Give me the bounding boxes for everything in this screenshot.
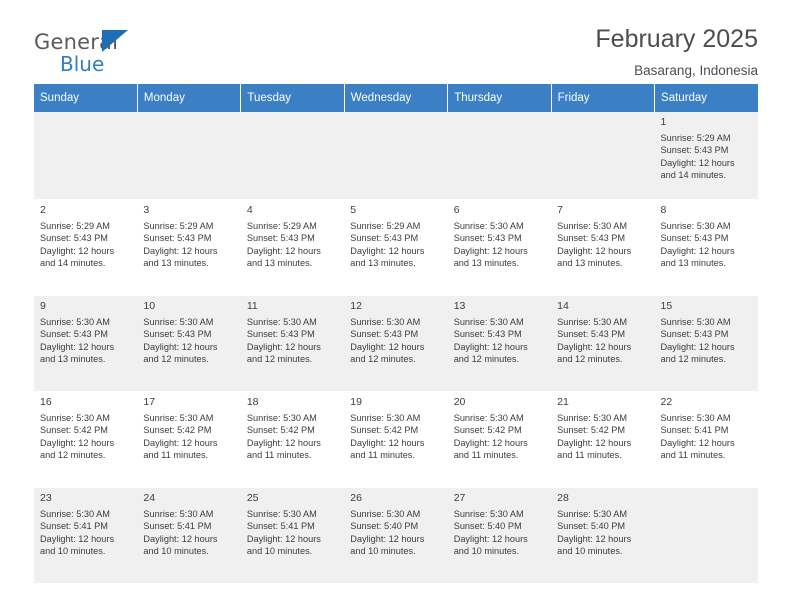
- day-daylight2-text: and 10 minutes.: [350, 546, 416, 557]
- day-daylight2-text: and 14 minutes.: [40, 258, 106, 269]
- day-sunrise-text: Sunrise: 5:30 AM: [143, 316, 214, 327]
- calendar-day-cell[interactable]: [655, 112, 758, 200]
- calendar-day-cell[interactable]: [551, 200, 654, 296]
- day-sunrise-text: Sunrise: 5:30 AM: [143, 412, 214, 423]
- calendar-cell-empty: [655, 488, 758, 584]
- day-daylight2-text: and 10 minutes.: [143, 546, 209, 557]
- day-daylight2-text: and 13 minutes.: [453, 258, 520, 269]
- logo-flag-icon: [102, 30, 128, 52]
- location-subtitle: Basarang, Indonesia: [634, 62, 758, 78]
- day-sunrise-text: Sunrise: 5:30 AM: [557, 316, 628, 327]
- day-daylight2-text: and 12 minutes.: [143, 354, 209, 365]
- day-sunrise-text: Sunrise: 5:30 AM: [350, 508, 421, 519]
- calendar-day-cell[interactable]: [448, 200, 551, 296]
- day-daylight1-text: Daylight: 12 hours: [143, 437, 218, 448]
- calendar-cell-empty: [137, 112, 240, 200]
- day-number: 14: [557, 300, 569, 312]
- day-number: 2: [40, 204, 46, 216]
- calendar-day-cell[interactable]: [137, 296, 240, 392]
- day-number: 8: [660, 204, 667, 216]
- day-number: 22: [660, 396, 673, 408]
- calendar-week-row: [34, 112, 758, 200]
- day-sunrise-text: Sunrise: 5:30 AM: [660, 412, 731, 423]
- day-sunset-text: Sunset: 5:43 PM: [660, 329, 729, 340]
- day-daylight2-text: and 12 minutes.: [350, 354, 416, 365]
- day-sunset-text: Sunset: 5:43 PM: [350, 233, 419, 244]
- day-daylight1-text: Daylight: 12 hours: [40, 437, 115, 448]
- day-daylight1-text: Daylight: 12 hours: [660, 437, 735, 448]
- calendar-day-cell[interactable]: [551, 392, 654, 488]
- day-number: 5: [350, 204, 357, 216]
- day-sunset-text: Sunset: 5:43 PM: [246, 233, 315, 244]
- day-number: 3: [143, 204, 150, 216]
- day-sunrise-text: Sunrise: 5:30 AM: [453, 508, 524, 519]
- day-daylight2-text: and 11 minutes.: [350, 450, 415, 461]
- calendar-day-cell[interactable]: [344, 392, 447, 488]
- weekday-header-wednesday: Wednesday: [344, 84, 447, 112]
- day-daylight1-text: Daylight: 12 hours: [350, 437, 425, 448]
- weekday-header-monday: Monday: [137, 84, 240, 112]
- calendar-day-cell[interactable]: [34, 200, 137, 296]
- day-number: 25: [246, 492, 259, 504]
- sunrise-sunset-calendar: [34, 84, 758, 584]
- day-number: 13: [453, 300, 466, 312]
- day-daylight1-text: Daylight: 12 hours: [350, 341, 425, 352]
- day-daylight1-text: Daylight: 12 hours: [246, 341, 321, 352]
- calendar-day-cell[interactable]: [344, 296, 447, 392]
- day-daylight1-text: Daylight: 12 hours: [246, 533, 321, 544]
- calendar-day-cell[interactable]: [344, 488, 447, 584]
- day-daylight2-text: and 12 minutes.: [453, 354, 520, 365]
- day-sunrise-text: Sunrise: 5:30 AM: [40, 412, 110, 423]
- day-daylight1-text: Daylight: 12 hours: [143, 341, 218, 352]
- day-sunset-text: Sunset: 5:42 PM: [246, 425, 315, 436]
- day-sunrise-text: Sunrise: 5:30 AM: [143, 508, 214, 519]
- calendar-body: [34, 112, 758, 584]
- day-daylight1-text: Daylight: 12 hours: [557, 437, 632, 448]
- day-sunrise-text: Sunrise: 5:30 AM: [246, 412, 317, 423]
- day-number: 6: [453, 204, 460, 216]
- calendar-day-cell[interactable]: [137, 392, 240, 488]
- day-number: 20: [453, 396, 466, 408]
- day-sunset-text: Sunset: 5:41 PM: [246, 521, 315, 532]
- day-sunrise-text: Sunrise: 5:29 AM: [660, 132, 731, 143]
- day-daylight2-text: and 12 minutes.: [40, 450, 106, 461]
- day-sunset-text: Sunset: 5:42 PM: [40, 425, 108, 436]
- calendar-week-row: [34, 488, 758, 584]
- day-daylight2-text: and 10 minutes.: [40, 546, 106, 557]
- day-daylight1-text: Daylight: 12 hours: [350, 533, 425, 544]
- calendar-cell-empty: [34, 112, 137, 200]
- day-daylight1-text: Daylight: 12 hours: [453, 437, 528, 448]
- day-sunset-text: Sunset: 5:43 PM: [40, 233, 108, 244]
- day-sunrise-text: Sunrise: 5:29 AM: [246, 220, 317, 231]
- calendar-cell-empty: [551, 112, 654, 200]
- day-daylight2-text: and 10 minutes.: [453, 546, 520, 557]
- calendar-week-row: [34, 392, 758, 488]
- day-sunset-text: Sunset: 5:43 PM: [143, 233, 212, 244]
- day-daylight2-text: and 14 minutes.: [660, 170, 726, 181]
- day-sunset-text: Sunset: 5:40 PM: [557, 521, 626, 532]
- day-sunrise-text: Sunrise: 5:30 AM: [660, 220, 731, 231]
- calendar-day-cell[interactable]: [137, 488, 240, 584]
- day-daylight1-text: Daylight: 12 hours: [453, 245, 528, 256]
- calendar-day-cell[interactable]: [34, 392, 137, 488]
- calendar-day-cell[interactable]: [655, 392, 758, 488]
- calendar-day-cell[interactable]: [241, 296, 344, 392]
- calendar-day-cell[interactable]: [137, 200, 240, 296]
- day-sunrise-text: Sunrise: 5:29 AM: [40, 220, 110, 231]
- calendar-day-cell[interactable]: [551, 488, 654, 584]
- day-sunset-text: Sunset: 5:42 PM: [453, 425, 522, 436]
- calendar-cell-empty: [241, 112, 344, 200]
- day-sunrise-text: Sunrise: 5:30 AM: [350, 412, 421, 423]
- page-header: [34, 0, 758, 78]
- calendar-day-cell[interactable]: [241, 488, 344, 584]
- day-sunset-text: Sunset: 5:42 PM: [143, 425, 212, 436]
- calendar-week-row: [34, 200, 758, 296]
- calendar-day-cell[interactable]: [241, 200, 344, 296]
- day-number: 27: [453, 492, 466, 504]
- day-number: 4: [246, 204, 253, 216]
- calendar-day-cell[interactable]: [34, 488, 137, 584]
- weekday-header-tuesday: Tuesday: [241, 84, 344, 112]
- day-daylight2-text: and 11 minutes.: [143, 450, 209, 461]
- day-number: 9: [40, 300, 46, 312]
- day-sunset-text: Sunset: 5:41 PM: [40, 521, 108, 532]
- weekday-header-saturday: Saturday: [655, 84, 758, 112]
- day-daylight2-text: and 10 minutes.: [557, 546, 623, 557]
- day-sunset-text: Sunset: 5:43 PM: [660, 233, 729, 244]
- page-title: February 2025: [595, 25, 758, 53]
- day-number: 18: [246, 396, 259, 408]
- calendar-day-cell[interactable]: [34, 296, 137, 392]
- day-daylight1-text: Daylight: 12 hours: [453, 533, 528, 544]
- calendar-day-cell[interactable]: [448, 392, 551, 488]
- day-daylight1-text: Daylight: 12 hours: [557, 245, 632, 256]
- day-number: 28: [557, 492, 569, 504]
- day-sunset-text: Sunset: 5:42 PM: [557, 425, 626, 436]
- day-sunset-text: Sunset: 5:40 PM: [350, 521, 419, 532]
- day-sunset-text: Sunset: 5:43 PM: [350, 329, 419, 340]
- day-daylight1-text: Daylight: 12 hours: [40, 245, 115, 256]
- day-daylight1-text: Daylight: 12 hours: [453, 341, 528, 352]
- calendar-cell-empty: [448, 112, 551, 200]
- day-daylight1-text: Daylight: 12 hours: [557, 341, 632, 352]
- general-blue-logo[interactable]: [34, 32, 118, 74]
- day-number: 24: [143, 492, 156, 504]
- calendar-cell-empty: [344, 112, 447, 200]
- day-daylight1-text: Daylight: 12 hours: [246, 437, 321, 448]
- day-number: 26: [350, 492, 362, 504]
- day-daylight1-text: Daylight: 12 hours: [143, 245, 218, 256]
- day-daylight2-text: and 11 minutes.: [246, 450, 312, 461]
- day-daylight2-text: and 11 minutes.: [453, 450, 519, 461]
- day-sunrise-text: Sunrise: 5:30 AM: [350, 316, 421, 327]
- day-sunrise-text: Sunrise: 5:30 AM: [246, 316, 317, 327]
- day-daylight1-text: Daylight: 12 hours: [557, 533, 632, 544]
- day-daylight1-text: Daylight: 12 hours: [660, 341, 735, 352]
- day-sunset-text: Sunset: 5:40 PM: [453, 521, 522, 532]
- calendar-day-cell[interactable]: [551, 296, 654, 392]
- calendar-day-cell[interactable]: [344, 200, 447, 296]
- day-number: 12: [350, 300, 362, 312]
- weekday-header-sunday: Sunday: [34, 84, 137, 112]
- day-daylight1-text: Daylight: 12 hours: [660, 245, 735, 256]
- day-sunset-text: Sunset: 5:43 PM: [453, 329, 522, 340]
- day-daylight1-text: Daylight: 12 hours: [143, 533, 218, 544]
- day-daylight1-text: Daylight: 12 hours: [660, 157, 735, 168]
- day-daylight2-text: and 12 minutes.: [246, 354, 313, 365]
- day-sunset-text: Sunset: 5:43 PM: [40, 329, 108, 340]
- day-daylight1-text: Daylight: 12 hours: [246, 245, 321, 256]
- day-daylight2-text: and 13 minutes.: [143, 258, 209, 269]
- day-sunset-text: Sunset: 5:43 PM: [557, 233, 626, 244]
- title-block: [595, 26, 758, 78]
- day-number: 17: [143, 396, 156, 408]
- day-sunrise-text: Sunrise: 5:30 AM: [453, 412, 524, 423]
- day-sunrise-text: Sunrise: 5:30 AM: [453, 316, 524, 327]
- logo-text-blue: Blue: [60, 52, 105, 76]
- day-sunrise-text: Sunrise: 5:30 AM: [40, 316, 110, 327]
- day-sunrise-text: Sunrise: 5:29 AM: [350, 220, 421, 231]
- day-sunrise-text: Sunrise: 5:30 AM: [40, 508, 110, 519]
- day-daylight2-text: and 13 minutes.: [350, 258, 416, 269]
- logo-text-general: General: [34, 30, 119, 54]
- day-daylight2-text: and 11 minutes.: [660, 450, 726, 461]
- calendar-day-cell[interactable]: [241, 392, 344, 488]
- day-daylight2-text: and 13 minutes.: [40, 354, 106, 365]
- day-number: 11: [246, 300, 258, 312]
- day-daylight2-text: and 12 minutes.: [660, 354, 726, 365]
- day-sunrise-text: Sunrise: 5:30 AM: [660, 316, 731, 327]
- day-sunset-text: Sunset: 5:43 PM: [453, 233, 522, 244]
- day-sunrise-text: Sunrise: 5:30 AM: [557, 508, 628, 519]
- calendar-day-cell[interactable]: [655, 296, 758, 392]
- weekday-header-thursday: Thursday: [448, 84, 551, 112]
- day-sunrise-text: Sunrise: 5:30 AM: [557, 412, 628, 423]
- day-sunrise-text: Sunrise: 5:29 AM: [143, 220, 214, 231]
- day-number: 15: [660, 300, 673, 312]
- calendar-day-cell[interactable]: [448, 296, 551, 392]
- day-daylight2-text: and 13 minutes.: [660, 258, 726, 269]
- day-number: 16: [40, 396, 52, 408]
- day-sunset-text: Sunset: 5:43 PM: [246, 329, 315, 340]
- day-sunset-text: Sunset: 5:42 PM: [350, 425, 419, 436]
- calendar-day-cell[interactable]: [655, 200, 758, 296]
- day-sunset-text: Sunset: 5:43 PM: [557, 329, 626, 340]
- day-sunset-text: Sunset: 5:41 PM: [660, 425, 729, 436]
- day-sunrise-text: Sunrise: 5:30 AM: [453, 220, 524, 231]
- day-daylight2-text: and 12 minutes.: [557, 354, 623, 365]
- day-daylight1-text: Daylight: 12 hours: [40, 533, 115, 544]
- weekday-header-row: [34, 84, 758, 112]
- day-sunset-text: Sunset: 5:41 PM: [143, 521, 212, 532]
- day-number: 7: [557, 204, 563, 216]
- day-daylight2-text: and 11 minutes.: [557, 450, 622, 461]
- calendar-day-cell[interactable]: [448, 488, 551, 584]
- day-daylight2-text: and 13 minutes.: [557, 258, 623, 269]
- day-sunrise-text: Sunrise: 5:30 AM: [557, 220, 628, 231]
- day-number: 1: [660, 116, 667, 128]
- weekday-header-friday: Friday: [551, 84, 654, 112]
- day-number: 21: [557, 396, 569, 408]
- day-daylight1-text: Daylight: 12 hours: [350, 245, 425, 256]
- day-number: 23: [40, 492, 52, 504]
- day-number: 19: [350, 396, 362, 408]
- day-sunset-text: Sunset: 5:43 PM: [660, 145, 729, 156]
- calendar-week-row: [34, 296, 758, 392]
- day-sunset-text: Sunset: 5:43 PM: [143, 329, 212, 340]
- day-daylight1-text: Daylight: 12 hours: [40, 341, 115, 352]
- day-sunrise-text: Sunrise: 5:30 AM: [246, 508, 317, 519]
- day-daylight2-text: and 13 minutes.: [246, 258, 313, 269]
- day-number: 10: [143, 300, 156, 312]
- day-daylight2-text: and 10 minutes.: [246, 546, 313, 557]
